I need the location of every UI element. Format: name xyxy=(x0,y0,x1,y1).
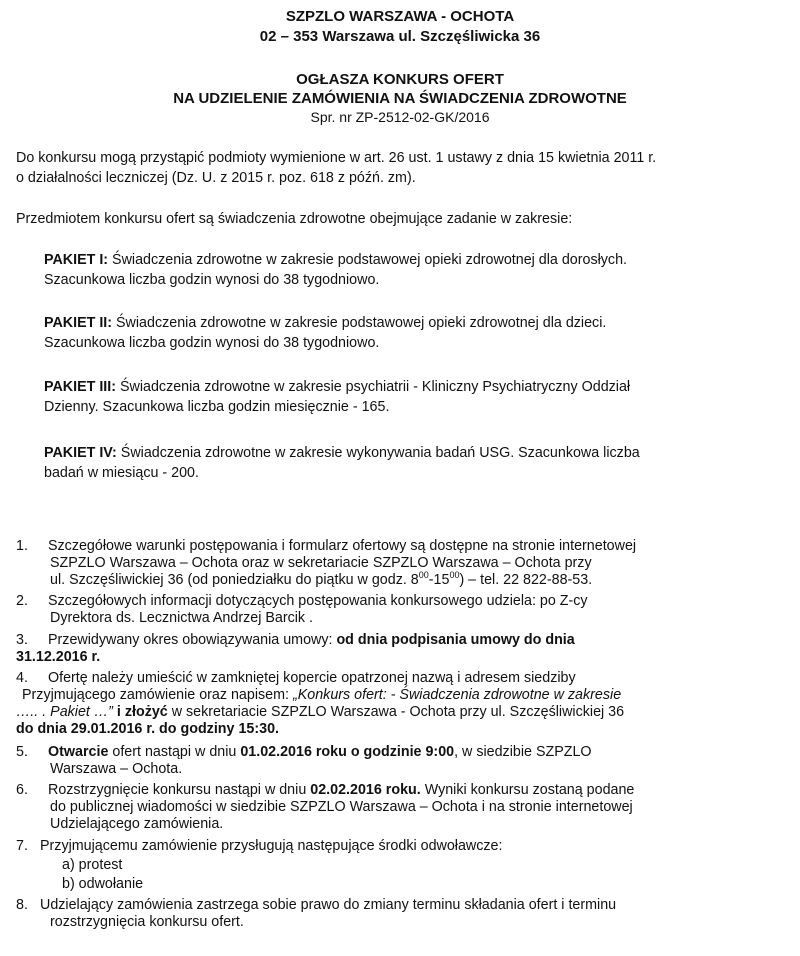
item-text: , w siedzibie SZPZLO xyxy=(454,744,592,760)
package-label: PAKIET III: xyxy=(44,379,117,395)
item-text: Rozstrzygnięcie konkursu nastąpi w dniu xyxy=(48,782,311,798)
condition-item-4 xyxy=(16,670,786,738)
org-address: 02 – 353 Warszawa ul. Szczęśliwicka 36 xyxy=(259,28,541,45)
item-text-italic: „Konkurs ofert: - Świadczenia zdrowotne w zakresie xyxy=(292,687,622,703)
announcement-subtitle: NA UDZIELENIE ZAMÓWIENIA NA ŚWIADCZENIA ZDROWOTNE xyxy=(173,90,627,107)
package-label: PAKIET IV: xyxy=(44,445,117,461)
item-text-bold: Otwarcie xyxy=(48,744,109,760)
appeal-option-protest: a) protest xyxy=(62,857,123,873)
appeal-option-odwolanie: b) odwołanie xyxy=(62,876,144,892)
item-text: Przyjmującego zamówienie oraz napisem: xyxy=(22,687,293,703)
item-number: 8. xyxy=(16,897,28,913)
item-number: 3. xyxy=(16,632,28,648)
package-label: PAKIET II: xyxy=(44,315,113,331)
item-text: ofert nastąpi w dniu xyxy=(108,744,241,760)
package-3 xyxy=(44,377,784,417)
package-desc: Świadczenia zdrowotne w zakresie wykonywania badań USG. Szacunkowa liczba xyxy=(116,445,640,461)
condition-item-1 xyxy=(16,538,786,589)
announcement-title: OGŁASZA KONKURS OFERT xyxy=(296,71,504,88)
item-text: Udzielającego zamówienia. xyxy=(50,816,224,832)
package-2 xyxy=(44,313,784,353)
item-number: 4. xyxy=(16,670,28,686)
item-text: ul. Szczęśliwickiej 36 (od poniedziałku do piątku w godz. $8^{00}-15^{00}$) – tel. 22 822-88-53. xyxy=(50,570,593,588)
item-text: Ofertę należy umieścić w zamkniętej kopercie opatrzonej nazwą i adresem siedziby xyxy=(48,670,576,686)
package-hours: Szacunkowa liczba godzin wynosi do 38 tygodniowo. xyxy=(44,335,380,351)
intro-line-1: Do konkursu mogą przystąpić podmioty wymienione w art. 26 ust. 1 ustawy z dnia 15 kwietnia 2011 r. xyxy=(16,150,657,166)
package-desc: Świadczenia zdrowotne w zakresie podstawowej opieki zdrowotnej dla dorosłych. xyxy=(108,252,628,268)
item-text: SZPZLO Warszawa – Ochota oraz w sekretariacie SZPZLO Warszawa – Ochota przy xyxy=(50,555,592,571)
package-4 xyxy=(44,443,784,483)
intro-line-2: o działalności leczniczej (Dz. U. z 2015 r. poz. 618 z późń. zm). xyxy=(16,170,416,186)
item-text: do publicznej wiadomości w siedzibie SZPZLO Warszawa – Ochota i na stronie internetowej xyxy=(50,799,633,815)
package-hours: Szacunkowa liczba godzin wynosi do 38 tygodniowo. xyxy=(44,272,380,288)
condition-item-2 xyxy=(16,593,786,627)
item-text: rozstrzygnięcia konkursu ofert. xyxy=(50,914,244,930)
item-text: Udzielający zamówienia zastrzega sobie prawo do zmiany terminu składania ofert i terminu xyxy=(40,897,617,913)
subject-paragraph: Przedmiotem konkursu ofert są świadczenia zdrowotne obejmujące zadanie w zakresie: xyxy=(16,211,573,227)
package-desc: Świadczenia zdrowotne w zakresie podstawowej opieki zdrowotnej dla dzieci. xyxy=(112,315,607,331)
item-number: 6. xyxy=(16,782,28,798)
item-text-bold: 31.12.2016 r. xyxy=(16,649,101,665)
item-text-bold: od dnia podpisania umowy do dnia xyxy=(336,632,575,648)
item-text: Szczegółowych informacji dotyczących postępowania konkursowego udziela: po Z-cy xyxy=(48,593,588,609)
condition-item-8 xyxy=(16,897,786,931)
item-text-bold: 01.02.2016 roku o godzinie 9:00 xyxy=(240,744,455,760)
condition-item-5 xyxy=(16,744,786,778)
item-text-bold: do dnia 29.01.2016 r. do godziny 15:30. xyxy=(16,721,279,737)
item-text-bold: 02.02.2016 roku. xyxy=(310,782,421,798)
item-text: Przyjmującemu zamówienie przysługują następujące środki odwoławcze: xyxy=(40,838,503,854)
item-text: w sekretariacie SZPZLO Warszawa - Ochota przy ul. Szczęśliwickiej 36 xyxy=(167,704,625,720)
condition-item-3 xyxy=(16,632,786,666)
item-text: Wyniki konkursu zostaną podane xyxy=(420,782,635,798)
item-text-bold: i złożyć xyxy=(112,704,168,720)
package-label: PAKIET I: xyxy=(44,252,109,268)
org-name: SZPZLO WARSZAWA - OCHOTA xyxy=(285,8,515,25)
item-number: 7. xyxy=(16,838,28,854)
package-hours: badań w miesiącu - 200. xyxy=(44,465,199,481)
package-hours: Dzienny. Szacunkowa liczba godzin miesięcznie - 165. xyxy=(44,399,390,415)
item-text: Przewidywany okres obowiązywania umowy: xyxy=(48,632,337,648)
item-text: Szczegółowe warunki postępowania i formularz ofertowy są dostępne na stronie internetowej xyxy=(48,538,637,554)
condition-item-6 xyxy=(16,782,786,833)
item-text-italic: ….. . Pakiet …” xyxy=(16,704,113,720)
condition-item-7 xyxy=(16,838,786,855)
item-number: 5. xyxy=(16,744,28,760)
item-number: 2. xyxy=(16,593,28,609)
item-number: 1. xyxy=(16,538,28,554)
intro-paragraph xyxy=(16,148,786,188)
package-desc: Świadczenia zdrowotne w zakresie psychiatrii - Kliniczny Psychiatryczny Oddział xyxy=(116,379,631,395)
item-text: Dyrektora ds. Lecznictwa Andrzej Barcik . xyxy=(50,610,314,626)
package-1 xyxy=(44,250,784,290)
reference-number: Spr. nr ZP-2512-02-GK/2016 xyxy=(310,109,490,125)
item-text: Warszawa – Ochota. xyxy=(50,761,183,777)
